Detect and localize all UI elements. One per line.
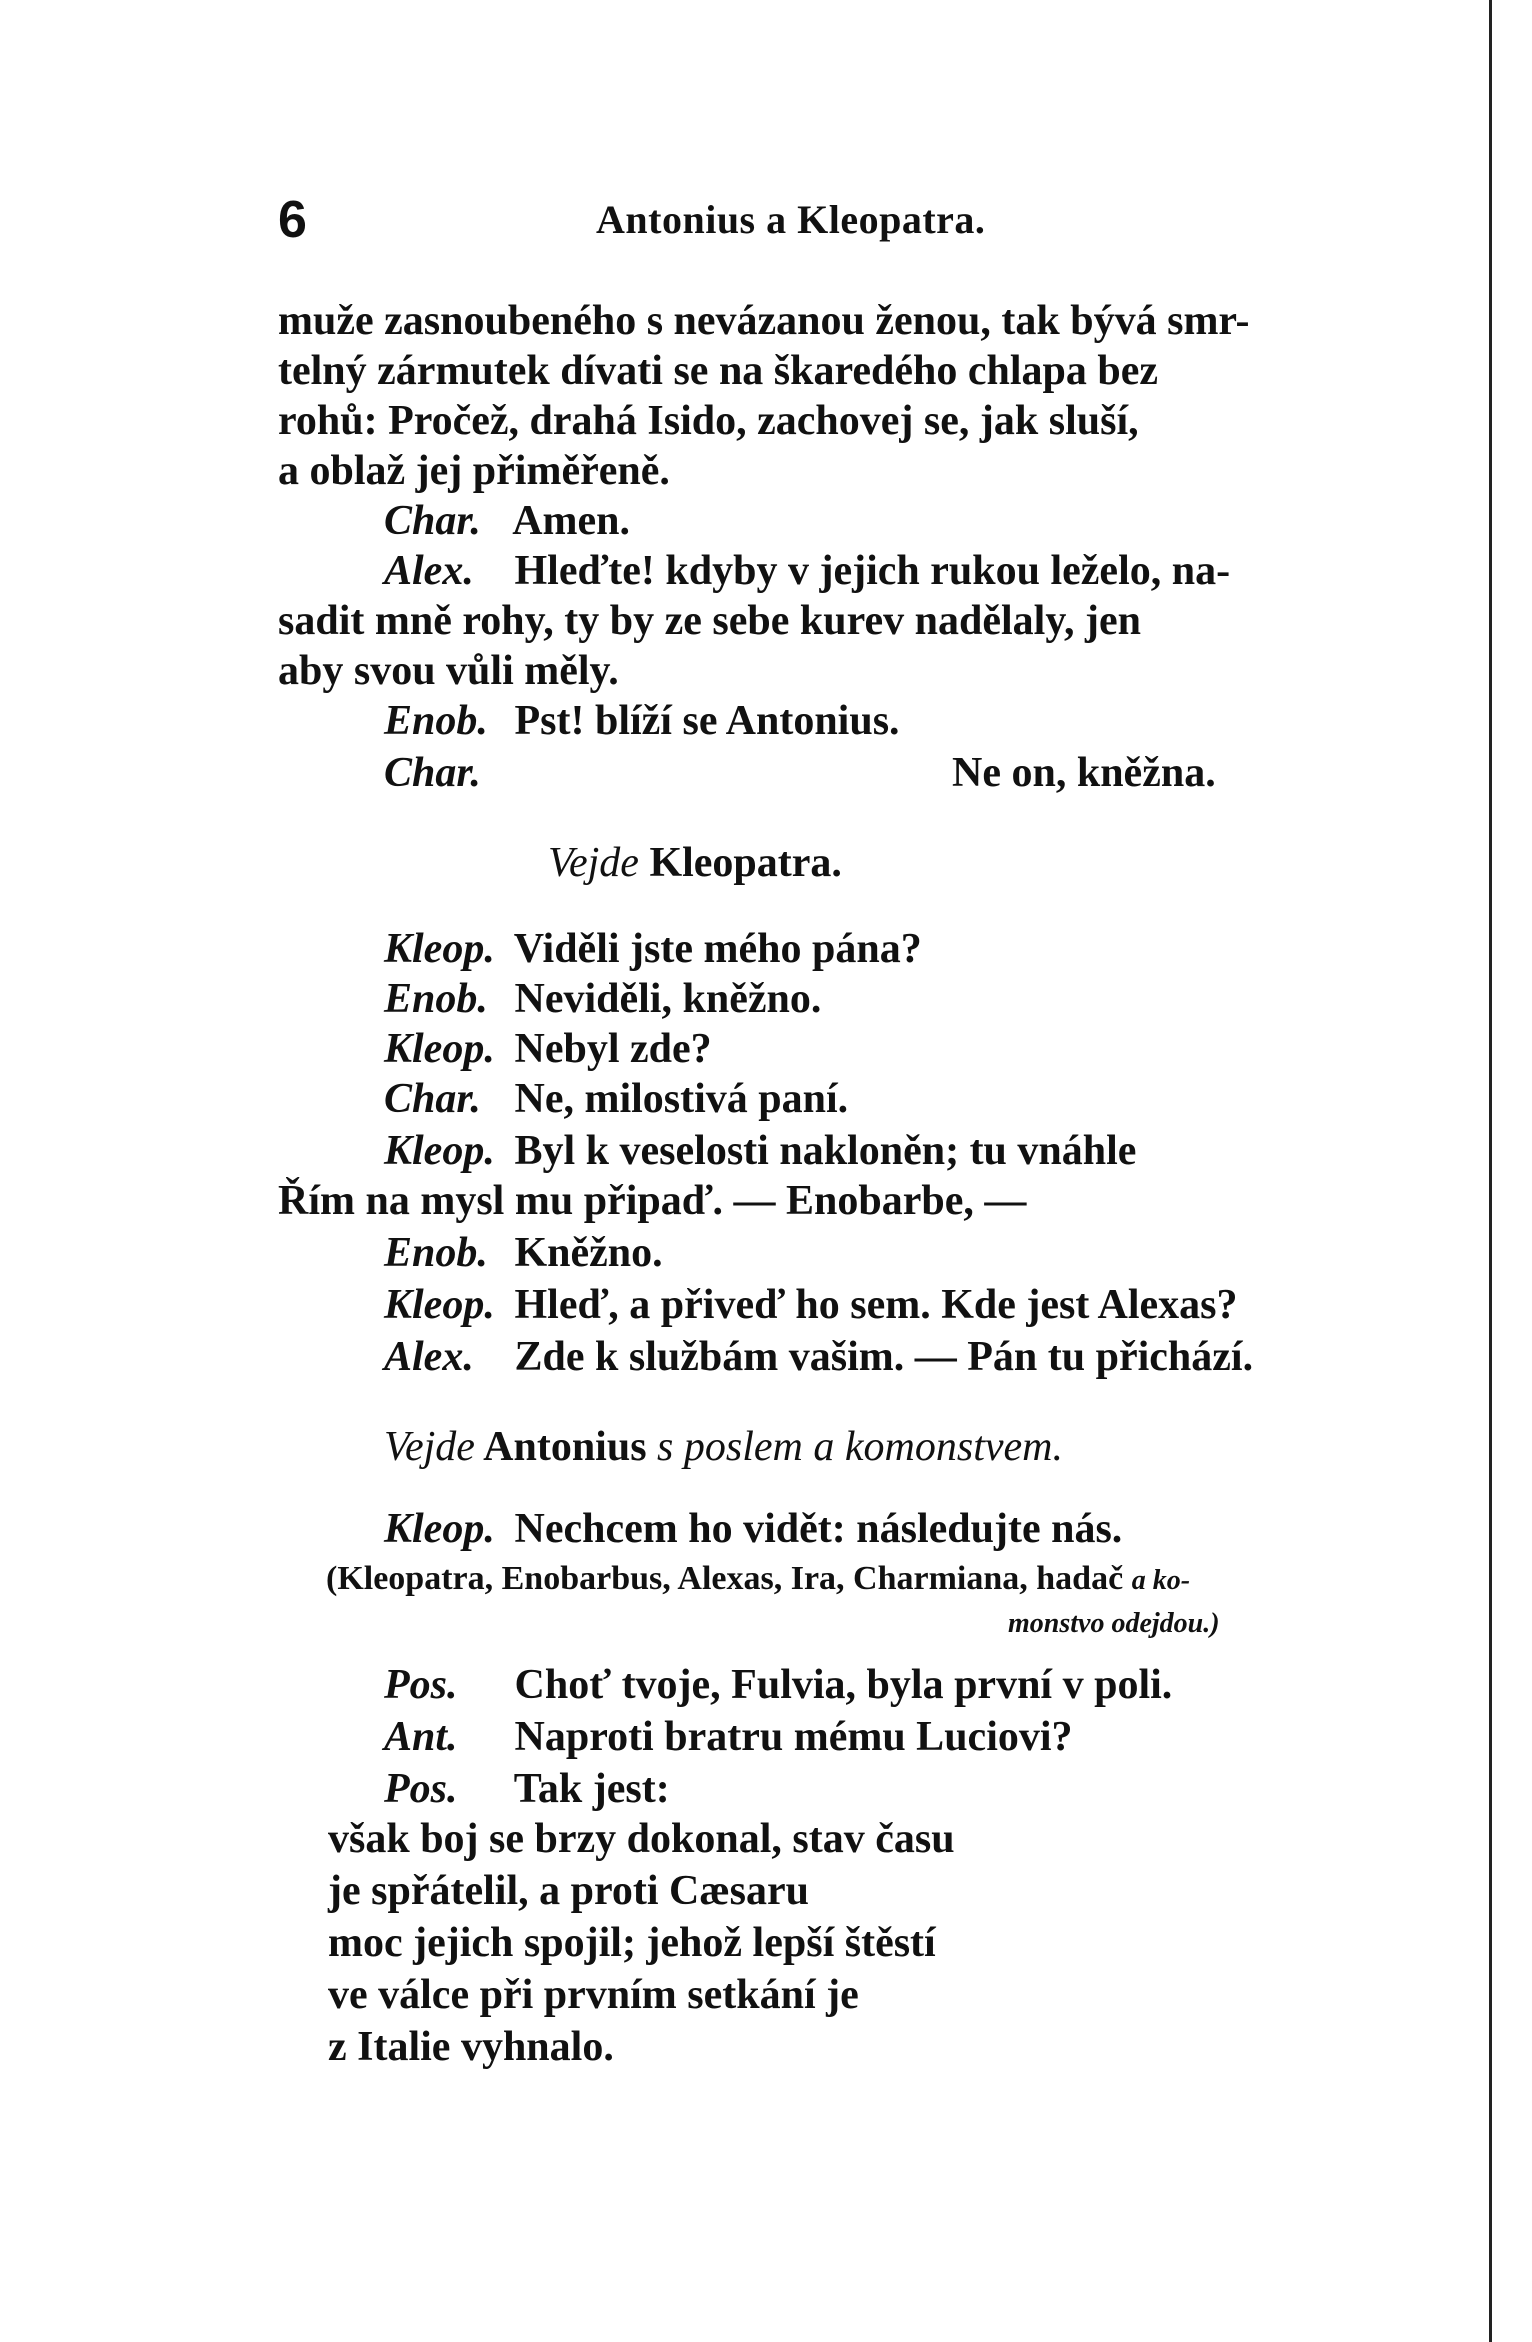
verse-line — [328, 1870, 809, 1912]
stage-character: Kleopatra. — [649, 840, 842, 886]
prose-text: rohů: Pročež, drahá Isido, zachovej se, jak sluší, — [278, 398, 1139, 444]
dialogue-line — [384, 550, 1230, 592]
speaker-name: Alex. — [384, 548, 474, 594]
speech-text-right — [952, 752, 1216, 794]
prose-line — [278, 450, 670, 492]
speaker-name: Kleop. — [384, 1506, 495, 1552]
speech-text: Naproti bratru mému Luciovi? — [514, 1714, 1073, 1760]
speaker-name: Kleop. — [384, 1026, 495, 1072]
speaker-name: Kleop. — [384, 1128, 495, 1174]
page-number: 6 — [278, 191, 307, 249]
prose-line — [278, 600, 1141, 642]
verse-text: ve válce při prvním setkání je — [328, 1972, 859, 2018]
speaker-name: Pos. — [384, 1662, 458, 1708]
verse-line — [328, 2026, 614, 2068]
prose-text: sadit mně rohy, ty by ze sebe kurev nadělaly, jen — [278, 598, 1141, 644]
prose-line — [278, 650, 619, 692]
dialogue-line — [384, 928, 922, 970]
speech-text: Hleď, a přiveď ho sem. Kde jest Alexas? — [514, 1282, 1238, 1328]
stage-direction — [326, 1562, 1190, 1596]
prose-text: Řím na mysl mu připaď. — Enobarbe, — — [278, 1178, 1027, 1224]
stage-text: a komonstvem. — [813, 1424, 1063, 1470]
speaker-name: Char. — [384, 750, 481, 796]
stage-direction — [1008, 1610, 1220, 1638]
prose-text: telný zármutek dívati se na škaredého chlapa bez — [278, 348, 1159, 394]
dialogue-line — [384, 1508, 1122, 1550]
stage-verb: Vejde — [384, 1424, 475, 1470]
dialogue-line — [384, 1028, 712, 1070]
speech-text: Viděli jste mého pána? — [513, 926, 922, 972]
prose-text: muže zasnoubeného s nevázanou ženou, tak bývá smr- — [278, 298, 1250, 344]
speech-text: Kněžno. — [514, 1230, 663, 1276]
dialogue-line — [384, 1232, 663, 1274]
prose-line — [278, 300, 1308, 342]
verse-text: z Italie vyhnalo. — [328, 2024, 614, 2070]
speech-text: Tak jest: — [513, 1766, 670, 1812]
speaker-name: Kleop. — [384, 1282, 495, 1328]
verse-text: moc jejich spojil; jehož lepší štěstí — [328, 1920, 936, 1966]
stage-direction — [548, 842, 842, 884]
dialogue-line — [384, 1130, 1136, 1172]
speaker-name: Char. — [384, 498, 481, 544]
running-title: Antonius a Kleopatra. — [596, 197, 986, 242]
dialogue-line — [384, 1336, 1253, 1378]
speaker-name: Enob. — [384, 1230, 488, 1276]
stage-verb: Vejde — [548, 840, 639, 886]
dialogue-line — [384, 1768, 670, 1810]
dialogue-line — [384, 752, 504, 794]
speaker-name: Pos. — [384, 1766, 458, 1812]
stage-text: monstvo odejdou.) — [1008, 1608, 1220, 1639]
dialogue-line — [384, 700, 900, 742]
dialogue-line — [384, 1664, 1172, 1706]
speaker-name: Enob. — [384, 698, 488, 744]
speech-text: Zde k službám vašim. — Pán tu přichází. — [514, 1334, 1254, 1380]
speech-text: Nebyl zde? — [514, 1026, 712, 1072]
speaker-name: Alex. — [384, 1334, 474, 1380]
prose-line — [278, 350, 1158, 392]
speaker-name: Kleop. — [384, 926, 495, 972]
stage-direction — [384, 1426, 1063, 1468]
dialogue-line — [384, 1284, 1238, 1326]
prose-line — [278, 400, 1139, 442]
verse-line — [328, 1974, 859, 2016]
speech-text: Hleďte! kdyby v jejich rukou leželo, na- — [514, 548, 1231, 594]
speech-text: Amen. — [512, 498, 631, 544]
prose-line — [278, 1180, 1026, 1222]
speech-text: Neviděli, kněžno. — [514, 976, 822, 1022]
verse-line — [328, 1922, 936, 1964]
prose-text: a oblaž jej přiměřeně. — [278, 448, 670, 494]
speech-text: Choť tvoje, Fulvia, byla první v poli. — [514, 1662, 1173, 1708]
verse-text: však boj se brzy dokonal, stav času — [328, 1816, 955, 1862]
speech-text: Nechcem ho vidět: následujte nás. — [514, 1506, 1123, 1552]
speech-text: Byl k veselosti nakloněn; tu vnáhle — [514, 1128, 1137, 1174]
stage-character: Antonius — [483, 1424, 647, 1470]
speech-text: Ne, milostivá paní. — [514, 1076, 849, 1122]
speaker-name: Char. — [384, 1076, 481, 1122]
dialogue-line — [384, 1078, 848, 1120]
speech-text: Ne on, kněžna. — [952, 750, 1216, 796]
speaker-name: Ant. — [384, 1714, 458, 1760]
dialogue-line — [384, 500, 630, 542]
prose-text: aby svou vůli měly. — [278, 648, 619, 694]
speech-text: Pst! blíží se Antonius. — [514, 698, 900, 744]
stage-text: s poslem — [657, 1424, 803, 1470]
dialogue-line — [384, 978, 821, 1020]
page-edge-line — [1489, 0, 1492, 2342]
speaker-name: Enob. — [384, 976, 488, 1022]
stage-text: (Kleopatra, Enobarbus, Alexas, Ira, Charmiana, hadač — [326, 1560, 1124, 1597]
stage-text: a ko- — [1131, 1565, 1191, 1596]
page-header — [278, 190, 1318, 260]
verse-line — [328, 1818, 955, 1860]
verse-text: je spřátelil, a proti Cæsaru — [328, 1868, 810, 1914]
dialogue-line — [384, 1716, 1073, 1758]
